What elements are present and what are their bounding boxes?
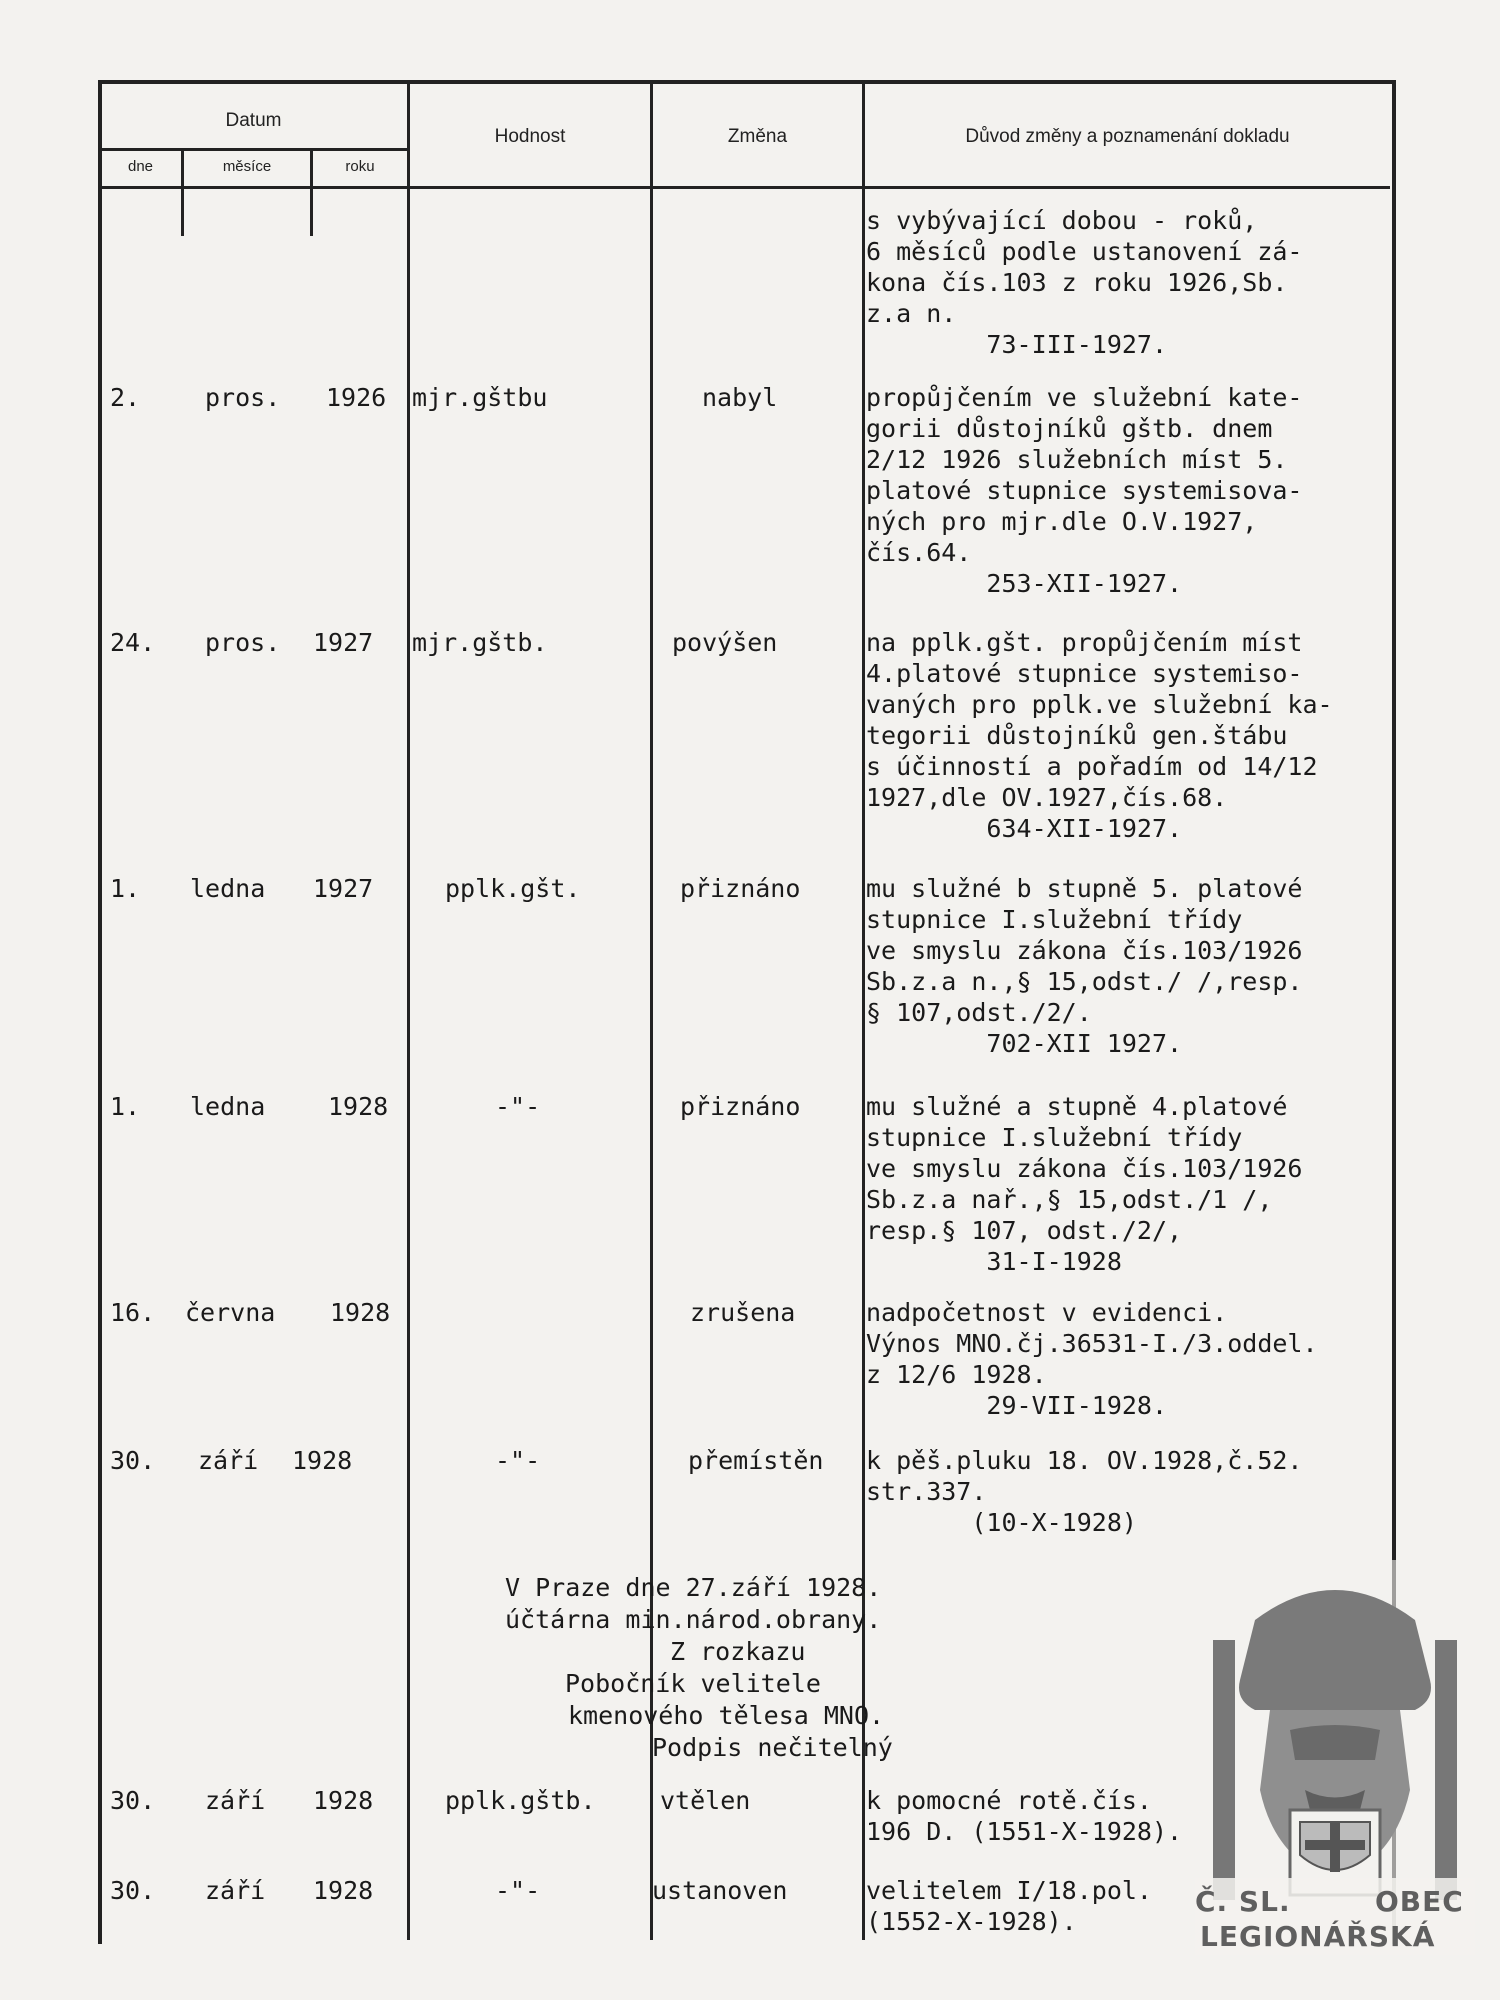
entry-3-zmena: přiznáno xyxy=(680,874,801,903)
entry-6-roku: 1928 xyxy=(292,1446,353,1475)
entry-4-roku: 1928 xyxy=(328,1092,389,1121)
col-divider-4 xyxy=(650,80,653,1940)
col-divider-3 xyxy=(407,80,410,1940)
entry-7-mesice: září xyxy=(205,1786,266,1815)
header-dne: dne xyxy=(127,158,154,175)
entry-8-dne: 30. xyxy=(110,1876,156,1905)
entry-8-notes: velitelem I/18.pol. (1552-X-1928). xyxy=(866,1876,1152,1936)
signature-line-3: Z rozkazu xyxy=(670,1637,806,1666)
entry-4-mesice: ledna xyxy=(190,1092,266,1121)
entry-5-dne: 16. xyxy=(110,1298,156,1327)
entry-2-dne: 24. xyxy=(110,628,156,657)
entry-3-hodnost: pplk.gšt. xyxy=(445,874,581,903)
header-mesice: měsíce xyxy=(222,158,272,175)
entry-6-dne: 30. xyxy=(110,1446,156,1475)
entry-8-zmena: ustanoven xyxy=(652,1876,788,1905)
entry-1-roku: 1926 xyxy=(326,383,387,412)
header-datum: Datum xyxy=(225,110,282,131)
header-roku: roku xyxy=(345,158,375,175)
entry-1-notes: propůjčením ve služební kate- gorii důstojníků gštb. dnem 2/12 1926 služebních míst 5. platové stupnice systemisova- ných pro mjr.dle O.V.1927, čís.64. 253-XII-1927. xyxy=(866,383,1303,598)
entry-8-mesice: září xyxy=(205,1876,266,1905)
entry-8-roku: 1928 xyxy=(313,1876,374,1905)
signature-line-5: kmenového tělesa MNO. xyxy=(568,1701,885,1730)
entry-5-mesice: června xyxy=(185,1298,276,1327)
entry-3-roku: 1927 xyxy=(313,874,374,903)
entry-3-notes: mu služné b stupně 5. platové stupnice I.služební třídy ve smyslu zákona čís.103/1926 Sb.z.a n.,§ 15,odst./ /,resp. § 107,odst./2/. 702-XII 1927. xyxy=(866,874,1303,1058)
legionnaire-logo xyxy=(1195,1560,1475,1955)
entry-6-zmena: přemístěn xyxy=(688,1446,824,1475)
entry-7-hodnost: pplk.gštb. xyxy=(445,1786,596,1815)
entry-1-hodnost: mjr.gštbu xyxy=(412,383,548,412)
entry-4-zmena: přiznáno xyxy=(680,1092,801,1121)
logo-text-bottom: LEGIONÁŘSKÁ xyxy=(1200,1920,1436,1953)
signature-line-2: účtárna min.národ.obrany. xyxy=(505,1605,882,1634)
col-divider-5 xyxy=(862,80,865,1940)
signature-line-4: Pobočník velitele xyxy=(565,1669,821,1698)
signature-line-6: Podpis nečitelný xyxy=(652,1733,893,1762)
logo-text-right: OBEC xyxy=(1375,1885,1464,1918)
entry-5-zmena: zrušena xyxy=(690,1298,796,1327)
entry-4-hodnost: -"- xyxy=(495,1092,541,1121)
datum-underline xyxy=(100,148,407,151)
entry-1-dne: 2. xyxy=(110,383,141,412)
entry-4-dne: 1. xyxy=(110,1092,141,1121)
entry-6-hodnost: -"- xyxy=(495,1446,541,1475)
entry-1-mesice: pros. xyxy=(205,383,281,412)
entry-2-hodnost: mjr.gštb. xyxy=(412,628,548,657)
entry-1-zmena: nabyl xyxy=(702,383,778,412)
entry-4-notes: mu služné a stupně 4.platové stupnice I.služební třídy ve smyslu zákona čís.103/1926 Sb.z.a nař.,§ 15,odst./1 /, resp.§ 107, odst./2/, 31-I-1928 xyxy=(866,1092,1303,1276)
entry-2-zmena: povýšen xyxy=(672,628,778,657)
header-hodnost: Hodnost xyxy=(494,126,566,147)
entry-3-dne: 1. xyxy=(110,874,141,903)
entry-2-roku: 1927 xyxy=(313,628,374,657)
logo-text-top: Č. SL. xyxy=(1195,1885,1291,1918)
entry-3-mesice: ledna xyxy=(190,874,266,903)
entry-6-notes: k pěš.pluku 18. OV.1928,č.52. str.337. (10-X-1928) xyxy=(866,1446,1303,1537)
entry-2-notes: na pplk.gšt. propůjčením míst 4.platové stupnice systemiso- vaných pro pplk.ve služební ka- tegorii důstojníků gen.štábu s účinností a pořadím od 14/12 1927,dle OV.1927,čís.68. 634-XII-1927. xyxy=(866,628,1333,843)
header-duvod: Důvod změny a poznamenání dokladu xyxy=(965,126,1290,147)
signature-line-1: V Praze dne 27.září 1928. xyxy=(505,1573,882,1602)
entry-6-mesice: září xyxy=(198,1446,259,1475)
intro-notes: s vybývající dobou - roků, 6 měsíců podle ustanovení zá- kona čís.103 z roku 1926,Sb. z.a n. 73-III-1927. xyxy=(866,206,1303,359)
header-zmena: Změna xyxy=(727,126,788,147)
entry-7-notes: k pomocné rotě.čís. 196 D. (1551-X-1928). xyxy=(866,1786,1183,1846)
entry-2-mesice: pros. xyxy=(205,628,281,657)
entry-7-roku: 1928 xyxy=(313,1786,374,1815)
entry-7-zmena: vtělen xyxy=(660,1786,751,1815)
header-bottom-line xyxy=(100,186,1390,189)
entry-8-hodnost: -"- xyxy=(495,1876,541,1905)
entry-5-notes: nadpočetnost v evidenci. Výnos MNO.čj.36531-I./3.oddel. z 12/6 1928. 29-VII-1928. xyxy=(866,1298,1318,1420)
entry-5-roku: 1928 xyxy=(330,1298,391,1327)
entry-7-dne: 30. xyxy=(110,1786,156,1815)
